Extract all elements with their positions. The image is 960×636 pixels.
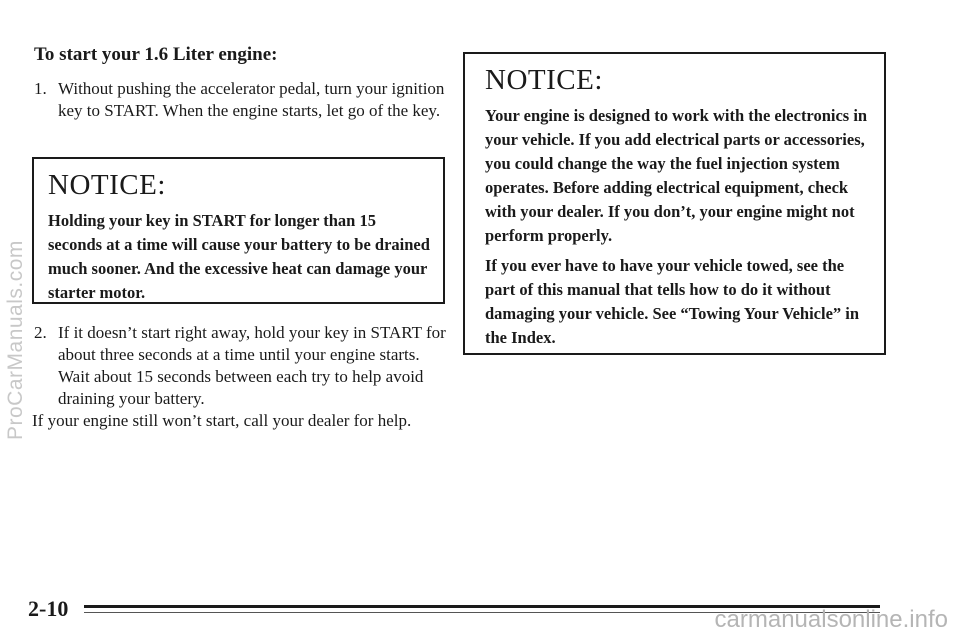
notice-box-battery [32,157,445,304]
notice-box-electrical [463,52,886,355]
step-text: Without pushing the accelerator pedal, turn your ignition key to START. When the engine starts, let go of the key. [58,79,445,120]
notice-title: NOTICE: [485,64,603,96]
page-heading: To start your 1.6 Liter engine: [34,44,278,65]
notice-text: Holding your key in START for longer than 15 seconds at a time will cause your battery to be drained much sooner. And the excessive heat can damage your starter motor. [48,211,430,302]
notice-paragraph: Your engine is designed to work with the electronics in your vehicle. If you add electrical parts or accessories, you could change the way the fuel injection system operates. Before adding electrical equipment, check with your dealer. If you don’t, your engine might not perform properly. [485,106,868,245]
page-number: 2-10 [28,596,69,621]
step-number: 1. [34,79,47,98]
notice-title: NOTICE: [48,169,166,201]
bottom-watermark: carmanualsonline.info [714,606,948,633]
step-2 [34,322,454,410]
side-watermark: ProCarManuals.com [4,240,27,440]
step-text: If it doesn’t start right away, hold your key in START for about three seconds at a time until your engine starts. Wait about 15 seconds between each try to help avoid draining your battery. [58,323,446,408]
closing-paragraph: If your engine still won’t start, call your dealer for help. [32,411,412,430]
step-1 [34,78,454,122]
notice-paragraph: If you ever have to have your vehicle towed, see the part of this manual that tells how to do it without damaging your vehicle. See “Towing Your Vehicle” in the Index. [485,256,860,347]
step-number: 2. [34,323,47,342]
